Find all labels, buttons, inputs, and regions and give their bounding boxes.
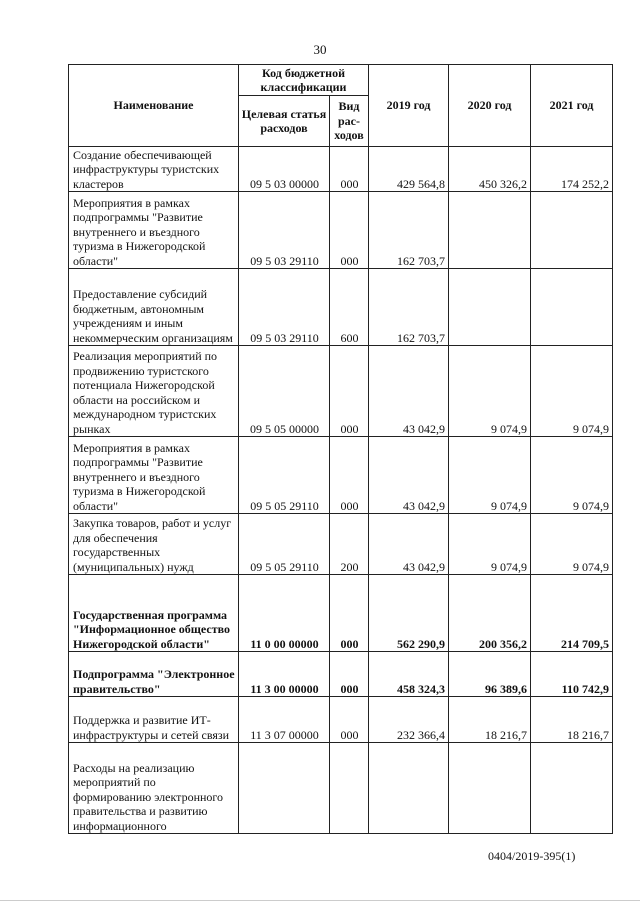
header-target-article: Целевая статья расходов [239,96,330,147]
row-expense-type: 000 [330,147,369,192]
row-expense-type: 000 [330,346,369,437]
budget-table [68,64,613,834]
row-2019: 562 290,9 [369,575,449,652]
row-expense-type: 600 [330,269,369,346]
row-2020: 450 326,2 [449,147,531,192]
row-expense-type: 000 [330,697,369,743]
header-year-2021: 2021 год [531,65,613,147]
header-year-2019: 2019 год [369,65,449,147]
row-2021 [531,269,613,346]
row-2020 [449,743,531,834]
row-name: Поддержка и развитие ИТ-инфраструктуры и сетей связи [69,697,239,743]
row-2021: 9 074,9 [531,514,613,575]
row-2020: 9 074,9 [449,437,531,514]
table-row [69,192,613,269]
table-row [69,437,613,514]
row-target-article: 09 5 05 29110 [239,437,330,514]
row-name: Создание обеспечивающей инфраструктуры туристских кластеров [69,147,239,192]
header-code-group: Код бюджетной классификации [239,65,369,96]
row-name: Государственная программа "Информационное общество Нижегородской области" [69,575,239,652]
row-2021: 9 074,9 [531,437,613,514]
table-row [69,514,613,575]
table-row [69,147,613,192]
page-number: 30 [313,42,327,57]
row-expense-type [330,743,369,834]
row-name: Предоставление субсидий бюджетным, автономным учреждениям и иным некоммерческим организациям [69,269,239,346]
table-row [69,269,613,346]
row-expense-type: 000 [330,575,369,652]
row-name: Подпрограмма "Электронное правительство" [69,652,239,697]
row-2021: 174 252,2 [531,147,613,192]
row-2019: 43 042,9 [369,437,449,514]
row-2021: 110 742,9 [531,652,613,697]
bottom-rule [0,900,640,901]
row-2020 [449,192,531,269]
row-target-article: 09 5 03 00000 [239,147,330,192]
table-row [69,743,613,834]
row-target-article [239,743,330,834]
row-target-article: 11 3 00 00000 [239,652,330,697]
header-year-2020: 2020 год [449,65,531,147]
row-2021: 214 709,5 [531,575,613,652]
row-expense-type: 000 [330,652,369,697]
row-2019: 43 042,9 [369,346,449,437]
row-2021: 18 216,7 [531,697,613,743]
row-2020: 96 389,6 [449,652,531,697]
row-2019: 162 703,7 [369,269,449,346]
document-code: 0404/2019-395(1) [488,849,576,863]
row-target-article: 11 3 07 00000 [239,697,330,743]
row-target-article: 09 5 03 29110 [239,192,330,269]
row-2019: 43 042,9 [369,514,449,575]
row-target-article: 11 0 00 00000 [239,575,330,652]
table-row [69,652,613,697]
row-expense-type: 000 [330,192,369,269]
row-2020: 9 074,9 [449,514,531,575]
row-2020 [449,269,531,346]
row-name: Закупка товаров, работ и услуг для обеспечения государственных (муниципальных) нужд [69,514,239,575]
row-2020: 18 216,7 [449,697,531,743]
header-expense-type: Вид рас-ходов [330,96,369,147]
table-row [69,346,613,437]
row-name: Расходы на реализацию мероприятий по формированию электронного правительства и развитию информационного [69,743,239,834]
row-expense-type: 000 [330,437,369,514]
row-2019: 429 564,8 [369,147,449,192]
header-name: Наименование [69,65,239,147]
row-target-article: 09 5 03 29110 [239,269,330,346]
row-2019: 232 366,4 [369,697,449,743]
row-expense-type: 200 [330,514,369,575]
row-2021 [531,192,613,269]
row-2021: 9 074,9 [531,346,613,437]
row-2019 [369,743,449,834]
table-row [69,575,613,652]
row-target-article: 09 5 05 00000 [239,346,330,437]
row-name: Реализация мероприятий по продвижению туристского потенциала Нижегородской области на российском и международном туристских рынках [69,346,239,437]
row-2020: 9 074,9 [449,346,531,437]
row-target-article: 09 5 05 29110 [239,514,330,575]
table-row [69,697,613,743]
row-name: Мероприятия в рамках подпрограммы "Развитие внутреннего и въездного туризма в Нижегородской области" [69,192,239,269]
row-2019: 162 703,7 [369,192,449,269]
row-2019: 458 324,3 [369,652,449,697]
row-2020: 200 356,2 [449,575,531,652]
row-name: Мероприятия в рамках подпрограммы "Развитие внутреннего и въездного туризма в Нижегородской области" [69,437,239,514]
row-2021 [531,743,613,834]
